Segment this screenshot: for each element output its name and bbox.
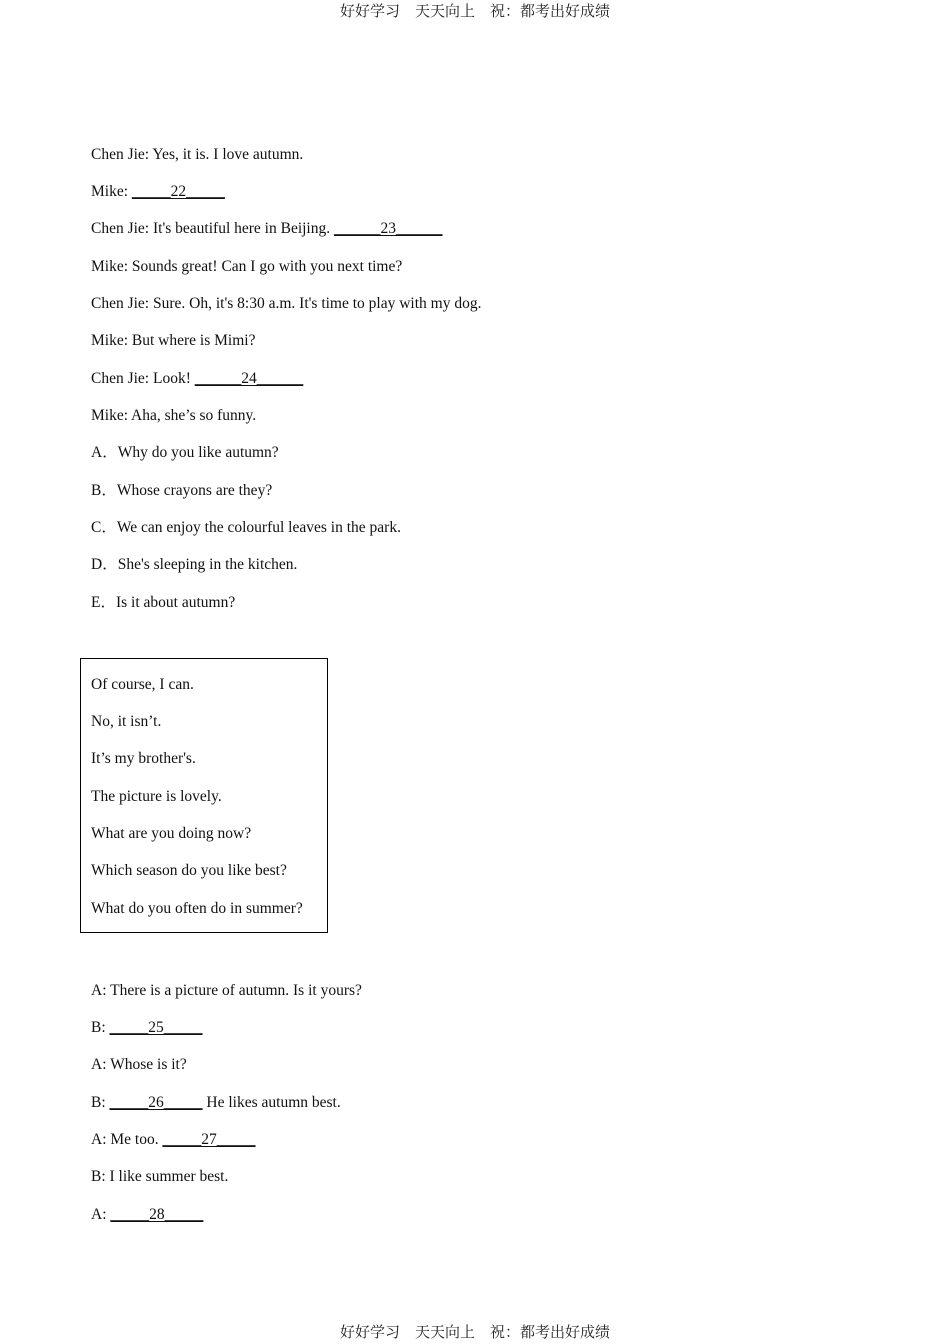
line-text: Chen Jie: Yes, it is. I love autumn. — [91, 146, 304, 163]
dialogue-line — [91, 257, 402, 277]
option-a: A．Why do you like autumn? — [91, 444, 279, 461]
dialogue-line — [91, 219, 443, 239]
line-text: Chen Jie: Look! — [91, 370, 195, 387]
dialogue-line — [91, 1018, 203, 1038]
answer-blank[interactable]: ______23______ — [334, 220, 443, 237]
dialogue-line — [91, 981, 362, 1001]
line-text: Mike: — [91, 183, 132, 200]
line-text: B: — [91, 1094, 110, 1111]
answer-blank[interactable]: _____25_____ — [109, 1019, 203, 1036]
dialogue-line — [91, 1055, 187, 1075]
answer-blank[interactable]: _____26_____ — [109, 1094, 203, 1111]
dialogue-line — [91, 406, 256, 426]
dialogue-line — [91, 294, 481, 314]
answer-blank[interactable]: _____27_____ — [162, 1131, 256, 1148]
page-header: 好好学习 天天向上 祝：都考出好成绩 — [339, 2, 610, 20]
box-option: Which season do you like best? — [91, 862, 287, 879]
option-d: D．She's sleeping in the kitchen. — [91, 556, 298, 573]
line-text: A: There is a picture of autumn. Is it yours? — [91, 982, 362, 999]
page-footer: 好好学习 天天向上 祝：都考出好成绩 — [339, 1323, 610, 1341]
dialogue-line — [91, 145, 303, 165]
dialogue-line — [91, 1167, 228, 1187]
line-text: Mike: But where is Mimi? — [91, 332, 256, 349]
box-option: The picture is lovely. — [91, 788, 222, 805]
line-text: A: — [91, 1206, 111, 1223]
answer-blank[interactable]: _____22_____ — [131, 183, 225, 200]
line-text: B: — [91, 1019, 110, 1036]
line-text: Chen Jie: It's beautiful here in Beijing. — [91, 220, 334, 237]
box-option: Of course, I can. — [91, 676, 194, 693]
box-option: What are you doing now? — [91, 825, 252, 842]
dialogue-line — [91, 331, 255, 351]
dialogue-line — [91, 1130, 255, 1150]
dialogue-line — [91, 1205, 203, 1225]
box-option: No, it isn’t. — [91, 713, 162, 730]
line-text: A: Me too. — [91, 1131, 163, 1148]
line-text: Mike: Sounds great! Can I go with you next time? — [91, 258, 403, 275]
dialogue-line — [91, 182, 225, 202]
option-c: C．We can enjoy the colourful leaves in the park. — [91, 519, 401, 536]
answer-blank[interactable]: ______24______ — [194, 370, 304, 387]
option-e: E．Is it about autumn? — [91, 594, 236, 611]
answer-blank[interactable]: _____28_____ — [110, 1206, 204, 1223]
line-text: A: Whose is it? — [91, 1056, 187, 1073]
line-text: Chen Jie: Sure. Oh, it's 8:30 a.m. It's time to play with my dog. — [91, 295, 482, 312]
line-text: Mike: Aha, she’s so funny. — [91, 407, 257, 424]
box-option: What do you often do in summer? — [91, 900, 303, 917]
dialogue-line — [91, 369, 303, 389]
dialogue-line — [91, 1093, 341, 1113]
line-text: B: I like summer best. — [91, 1168, 229, 1185]
line-text: He likes autumn best. — [202, 1094, 341, 1111]
option-b: B．Whose crayons are they? — [91, 482, 273, 499]
box-option: It’s my brother's. — [91, 750, 196, 767]
